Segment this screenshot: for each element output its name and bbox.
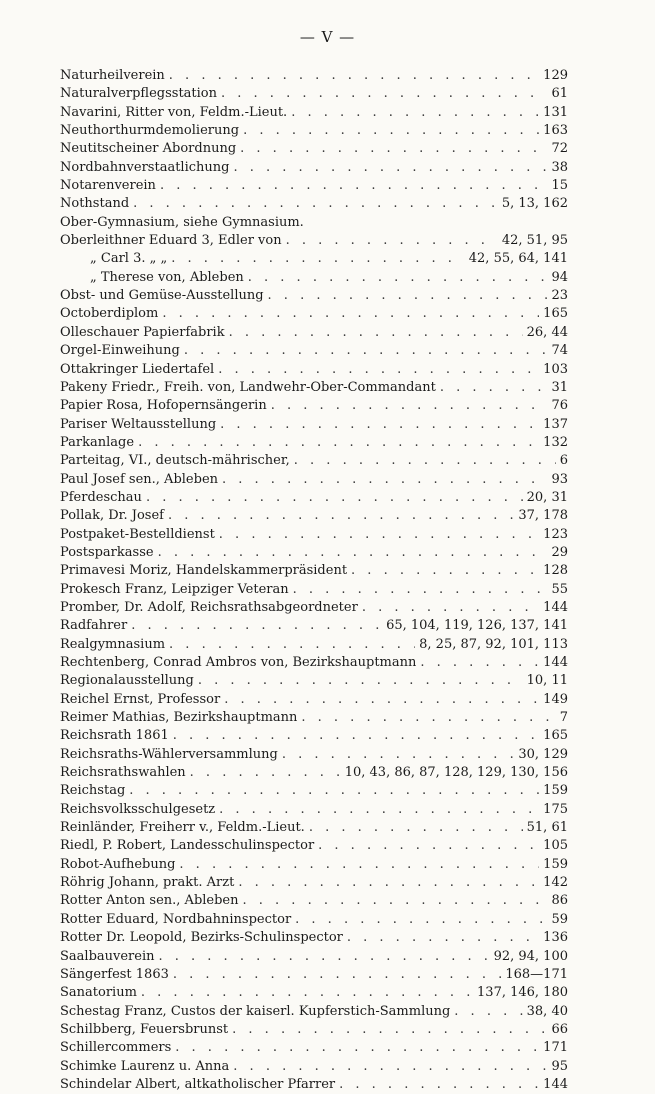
index-page-refs: 7 — [559, 710, 568, 726]
index-term: Papier Rosa, Hofopernsängerin — [60, 398, 267, 414]
index-term: Postsparkasse — [60, 544, 154, 560]
index-page-refs: 163 — [543, 123, 568, 139]
index-page-refs: 59 — [551, 911, 568, 927]
index-term: Sanatorium — [60, 985, 137, 1001]
index-term: Rotter Anton sen., Ableben — [60, 893, 239, 909]
dot-leader — [248, 269, 548, 287]
index-page-refs: 159 — [543, 856, 568, 872]
index-entry — [60, 654, 568, 672]
index-page-refs: 123 — [543, 526, 568, 542]
index-term: Naturalverpflegsstation — [60, 86, 218, 102]
dot-leader — [220, 416, 539, 434]
index-term: Naturheilverein — [60, 68, 165, 83]
index-page-refs: 165 — [543, 306, 568, 322]
index-page-refs: 20, 31 — [526, 489, 568, 505]
index-term: Olleschauer Papierfabrik — [60, 324, 225, 340]
index-page-refs: 23 — [551, 288, 568, 304]
index-page-refs: 38 — [551, 159, 568, 175]
index-entry — [60, 269, 568, 287]
dot-leader — [351, 562, 539, 580]
index-term: Reinländer, Freiherr v., Feldm.-Lieut. — [60, 820, 305, 836]
dot-leader — [162, 305, 539, 323]
dot-leader — [159, 948, 490, 966]
index-entry — [60, 1076, 568, 1094]
index-page-refs: 74 — [551, 343, 568, 359]
index-term: Postpaket-Bestelldienst — [60, 526, 215, 542]
index-entry — [60, 67, 568, 85]
dot-leader — [294, 452, 556, 470]
dot-leader — [243, 122, 539, 140]
index-entry — [60, 709, 568, 727]
dot-leader — [160, 177, 548, 195]
index-entry — [60, 122, 568, 140]
index-entry — [60, 636, 568, 654]
dot-leader — [238, 874, 539, 892]
dot-leader — [339, 1076, 539, 1094]
index-term: Realgymnasium — [60, 636, 166, 652]
index-page-refs: 129 — [543, 68, 568, 83]
index-entry — [60, 434, 568, 452]
index-entry — [60, 966, 568, 984]
index-page-refs: 144 — [543, 599, 568, 615]
index-page-refs: 29 — [551, 544, 568, 560]
index-term: Primavesi Moriz, Handelskammerpräsident — [60, 563, 348, 579]
index-entry — [60, 672, 568, 690]
index-page-refs: 15 — [551, 178, 568, 194]
index-page-refs: 42, 55, 64, 141 — [468, 251, 568, 267]
index-page-refs: 37, 178 — [518, 508, 568, 524]
index-page-refs: 42, 51, 95 — [501, 233, 568, 249]
index-term: Reichsvolksschulgesetz — [60, 801, 216, 817]
dot-leader — [219, 526, 539, 544]
index-page-refs: 8, 25, 87, 92, 101, 113 — [419, 636, 568, 652]
index-entry — [60, 819, 568, 837]
index-page-refs: 95 — [551, 1058, 568, 1074]
index-entry — [60, 948, 568, 966]
index-entry — [60, 984, 568, 1002]
index-entry — [60, 1058, 568, 1076]
index-term: Pollak, Dr. Josef — [60, 508, 164, 524]
dot-leader — [198, 672, 523, 690]
index-entry — [60, 342, 568, 360]
index-term: Schestag Franz, Custos der kaiserl. Kupferstich-Sammlung — [60, 1003, 451, 1019]
dot-leader — [138, 434, 539, 452]
index-term: Reichsrathswahlen — [60, 765, 186, 781]
index-entry — [60, 195, 568, 213]
index-term: Reichel Ernst, Professor — [60, 691, 221, 707]
index-page-refs: 175 — [543, 801, 568, 817]
index-term: Parteitag, VI., deutsch-mährischer, — [60, 453, 290, 469]
dot-leader — [233, 159, 547, 177]
index-page-refs: 171 — [543, 1040, 568, 1056]
dot-leader — [219, 801, 539, 819]
index-page-refs: 55 — [551, 581, 568, 597]
index-entry — [60, 250, 568, 268]
dot-leader — [293, 581, 548, 599]
dot-leader — [229, 324, 523, 342]
dot-leader — [362, 599, 539, 617]
index-page-refs: 103 — [543, 361, 568, 377]
dot-leader — [309, 819, 523, 837]
dot-leader — [224, 691, 539, 709]
index-entry — [60, 892, 568, 910]
dot-leader — [295, 911, 547, 929]
dot-leader — [133, 195, 498, 213]
index-term: Neutitscheiner Abordnung — [60, 141, 237, 157]
index-entry — [60, 287, 568, 305]
index-page-refs: 38, 40 — [526, 1003, 568, 1019]
index-entry — [60, 1021, 568, 1039]
index-term: Saalbauverein — [60, 948, 155, 964]
index-page-refs: 142 — [543, 875, 568, 891]
index-term: Nordbahnverstaatlichung — [60, 159, 230, 175]
index-term: „ Carl 3. „ „ — [90, 251, 168, 267]
index-page-refs: 137, 146, 180 — [477, 985, 568, 1001]
dot-leader — [282, 746, 515, 764]
index-entry — [60, 874, 568, 892]
index-term: Nothstand — [60, 196, 130, 212]
index-term: Parkanlage — [60, 434, 135, 450]
index-entry — [60, 397, 568, 415]
index-entry — [60, 507, 568, 525]
index-page-refs: 10, 11 — [526, 673, 568, 689]
page-number-header: — V — — [299, 28, 356, 46]
dot-leader — [173, 727, 539, 745]
dot-leader — [171, 250, 465, 268]
dot-leader — [222, 471, 547, 489]
index-page-refs: 86 — [551, 893, 568, 909]
index-page-refs: 31 — [551, 379, 568, 395]
dot-leader — [175, 1039, 539, 1057]
dot-leader — [158, 544, 548, 562]
index-entry — [60, 452, 568, 470]
index-term: Neuthorthurmdemolierung — [60, 123, 240, 139]
index-page-refs: 165 — [543, 728, 568, 744]
dot-leader — [286, 232, 498, 250]
index-term: Obst- und Gemüse-Ausstellung — [60, 288, 264, 304]
index-page-refs: 168—171 — [505, 966, 568, 982]
dot-leader — [173, 966, 501, 984]
dot-leader — [169, 636, 415, 654]
index-entry — [60, 801, 568, 819]
index-entry — [60, 471, 568, 489]
index-page-refs: 30, 129 — [518, 746, 568, 762]
index-term: Octoberdiplom — [60, 306, 159, 322]
index-entry — [60, 85, 568, 103]
dot-leader — [318, 837, 539, 855]
index-entry — [60, 727, 568, 745]
index-entry — [60, 746, 568, 764]
dot-leader — [179, 856, 539, 874]
dot-leader — [301, 709, 555, 727]
index-term: Notarenverein — [60, 178, 156, 194]
index-term: Radfahrer — [60, 618, 128, 634]
index-entry — [60, 929, 568, 947]
index-page-refs: 149 — [543, 691, 568, 707]
index-term: Paul Josef sen., Ableben — [60, 471, 219, 487]
index-entry — [60, 544, 568, 562]
index-entry — [60, 562, 568, 580]
index-term: Promber, Dr. Adolf, Reichsrathsabgeordneter — [60, 599, 358, 615]
index-entry — [60, 1003, 568, 1021]
index-page-refs: 105 — [543, 838, 568, 854]
index-term: Reichstag — [60, 783, 126, 799]
dot-leader — [221, 85, 547, 103]
index-term: „ Therese von, Ableben — [90, 269, 244, 285]
index-term: Sängerfest 1863 — [60, 966, 169, 982]
dot-leader — [168, 507, 514, 525]
index-entry — [60, 581, 568, 599]
index-entry — [60, 140, 568, 158]
index-entry — [60, 764, 568, 782]
index-entry — [60, 691, 568, 709]
index-entry — [60, 782, 568, 800]
index-entry — [60, 379, 568, 397]
dot-leader — [131, 617, 382, 635]
dot-leader — [440, 379, 548, 397]
index-entry — [60, 177, 568, 195]
index-term: Reimer Mathias, Bezirkshauptmann — [60, 710, 298, 726]
dot-leader — [190, 764, 341, 782]
index-term: Prokesch Franz, Leipziger Veteran — [60, 581, 289, 597]
index-entry — [60, 617, 568, 635]
index-entry — [60, 324, 568, 342]
index-page-refs: 51, 61 — [526, 820, 568, 836]
index-entry — [60, 361, 568, 379]
index-term: Schillercommers — [60, 1040, 172, 1056]
dot-leader — [243, 892, 548, 910]
index-list — [60, 67, 568, 1094]
index-entry — [60, 232, 568, 250]
index-page-refs: 76 — [551, 398, 568, 414]
index-page-refs: 6 — [559, 453, 568, 469]
index-entry — [60, 526, 568, 544]
index-page-refs: 26, 44 — [526, 324, 568, 340]
index-term: Pakeny Friedr., Freih. von, Landwehr-Ober-Commandant — [60, 379, 436, 395]
dot-leader — [184, 342, 548, 360]
dot-leader — [240, 140, 547, 158]
dot-leader — [233, 1058, 547, 1076]
index-page-refs: 132 — [543, 434, 568, 450]
index-page-refs: 72 — [551, 141, 568, 157]
dot-leader — [169, 67, 539, 85]
index-page-refs: 144 — [543, 1076, 568, 1092]
index-entry — [60, 599, 568, 617]
dot-leader — [232, 1021, 547, 1039]
index-page-refs: 61 — [551, 86, 568, 102]
index-term: Ottakringer Liedertafel — [60, 361, 215, 377]
index-page-refs: 93 — [551, 471, 568, 487]
index-term: Schilbberg, Feuersbrunst — [60, 1021, 229, 1037]
index-term: Röhrig Johann, prakt. Arzt — [60, 875, 235, 891]
index-term: Pferdeschau — [60, 489, 142, 505]
index-entry — [60, 489, 568, 507]
index-page-refs: 136 — [543, 930, 568, 946]
dot-leader — [454, 1003, 522, 1021]
index-page-refs: 10, 43, 86, 87, 128, 129, 130, 156 — [344, 765, 568, 781]
index-page-refs: 66 — [551, 1021, 568, 1037]
index-term: Reichsraths-Wählerversammlung — [60, 746, 278, 762]
dot-leader — [129, 782, 539, 800]
index-page-refs: 159 — [543, 783, 568, 799]
index-page-refs: 128 — [543, 563, 568, 579]
dot-leader — [146, 489, 523, 507]
index-term: Schimke Laurenz u. Anna — [60, 1058, 230, 1074]
index-term: Rotter Dr. Leopold, Bezirks-Schulinspector — [60, 930, 343, 946]
index-entry — [60, 837, 568, 855]
index-term: Robot-Aufhebung — [60, 856, 176, 872]
index-page-refs: 92, 94, 100 — [493, 948, 568, 964]
index-page-refs: 137 — [543, 416, 568, 432]
index-page-refs: 65, 104, 119, 126, 137, 141 — [386, 618, 568, 634]
index-term: Regionalausstellung — [60, 673, 194, 689]
index-term: Rechtenberg, Conrad Ambros von, Bezirkshauptmann — [60, 655, 417, 670]
index-term: Reichsrath 1861 — [60, 728, 169, 744]
index-entry — [60, 1039, 568, 1057]
index-term: Riedl, P. Robert, Landesschulinspector — [60, 838, 315, 854]
dot-leader — [268, 287, 548, 305]
index-term: Oberleithner Eduard 3, Edler von — [60, 233, 282, 249]
index-term: Schindelar Albert, altkatholischer Pfarrer — [60, 1076, 336, 1092]
dot-leader — [218, 361, 539, 379]
index-term: Orgel-Einweihung — [60, 343, 180, 359]
index-page-refs: 94 — [551, 269, 568, 285]
index-term: Ober-Gymnasium, siehe Gymnasium. — [60, 214, 304, 230]
dot-leader — [271, 397, 548, 415]
index-entry — [60, 416, 568, 434]
index-entry — [60, 104, 568, 122]
index-page-refs: 131 — [543, 104, 568, 120]
index-page-refs: 144 — [543, 655, 568, 670]
index-page-refs: 5, 13, 162 — [501, 196, 568, 212]
index-entry — [60, 856, 568, 874]
index-term: Pariser Weltausstellung — [60, 416, 217, 432]
index-term: Navarini, Ritter von, Feldm.-Lieut. — [60, 104, 288, 120]
dot-leader — [420, 654, 539, 672]
dot-leader — [347, 929, 539, 947]
index-entry — [60, 911, 568, 929]
dot-leader — [141, 984, 473, 1002]
index-entry — [60, 214, 568, 232]
index-term: Rotter Eduard, Nordbahninspector — [60, 911, 292, 927]
index-entry — [60, 159, 568, 177]
dot-leader — [291, 104, 539, 122]
index-entry — [60, 305, 568, 323]
